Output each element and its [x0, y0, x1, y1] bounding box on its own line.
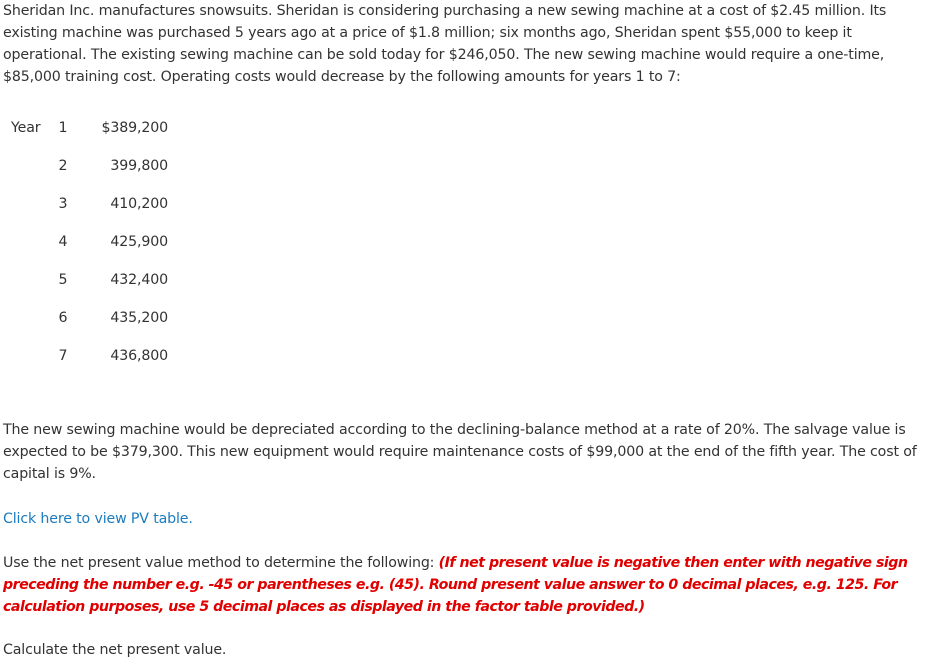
pv-table-link-line	[3, 508, 925, 530]
depreciation-paragraph: The new sewing machine would be depreciated according to the declining-balance method at a rate of 20%. The salvage value is expected to be $379,300. This new equipment would require maintenance costs of $99,000 at the end of the fifth year. The cost of capital is 9%.	[3, 422, 917, 482]
year-cell: 6	[58, 310, 68, 326]
amount-cell: 399,800	[110, 158, 168, 174]
instruction-warning: (If net present value is negative then enter with negative sign preceding the number e.g. -45 or parentheses e.g. (45). Round present value answer to 0 decimal places, e.g. 125. For calculation purposes, use 5 decimal places as displayed in the factor table provided.)	[3, 555, 908, 615]
question-text: Calculate the net present value.	[3, 642, 227, 658]
year-cell: 4	[58, 234, 68, 250]
instruction-paragraph	[3, 552, 925, 618]
year-cell: 2	[58, 158, 68, 174]
amount-cell: 435,200	[110, 310, 168, 326]
year-cell: 1	[58, 120, 68, 136]
instruction-lead: Use the net present value method to determine the following:	[3, 555, 439, 571]
year-cell: 5	[58, 272, 68, 288]
pv-table-link[interactable]: Click here to view PV table.	[3, 511, 193, 527]
problem-intro: Sheridan Inc. manufactures snowsuits. Sheridan is considering purchasing a new sewing machine at a cost of $2.45 million. Its existing machine was purchased 5 years ago at a price of $1.8 million; six months ago, Sheridan spent $55,000 to keep it operational. The existing sewing machine can be sold today for $246,050. The new sewing machine would require a one-time, $85,000 training cost. Operating costs would decrease by the following amounts for years 1 to 7:	[3, 3, 887, 85]
amount-cell: 425,900	[110, 234, 168, 250]
year-label: Year	[11, 120, 41, 136]
amount-cell: 436,800	[110, 348, 168, 364]
year-cell: 7	[58, 348, 68, 364]
amount-cell: 410,200	[110, 196, 168, 212]
amount-cell: $389,200	[101, 120, 168, 136]
year-cell: 3	[58, 196, 68, 212]
amount-cell: 432,400	[110, 272, 168, 288]
